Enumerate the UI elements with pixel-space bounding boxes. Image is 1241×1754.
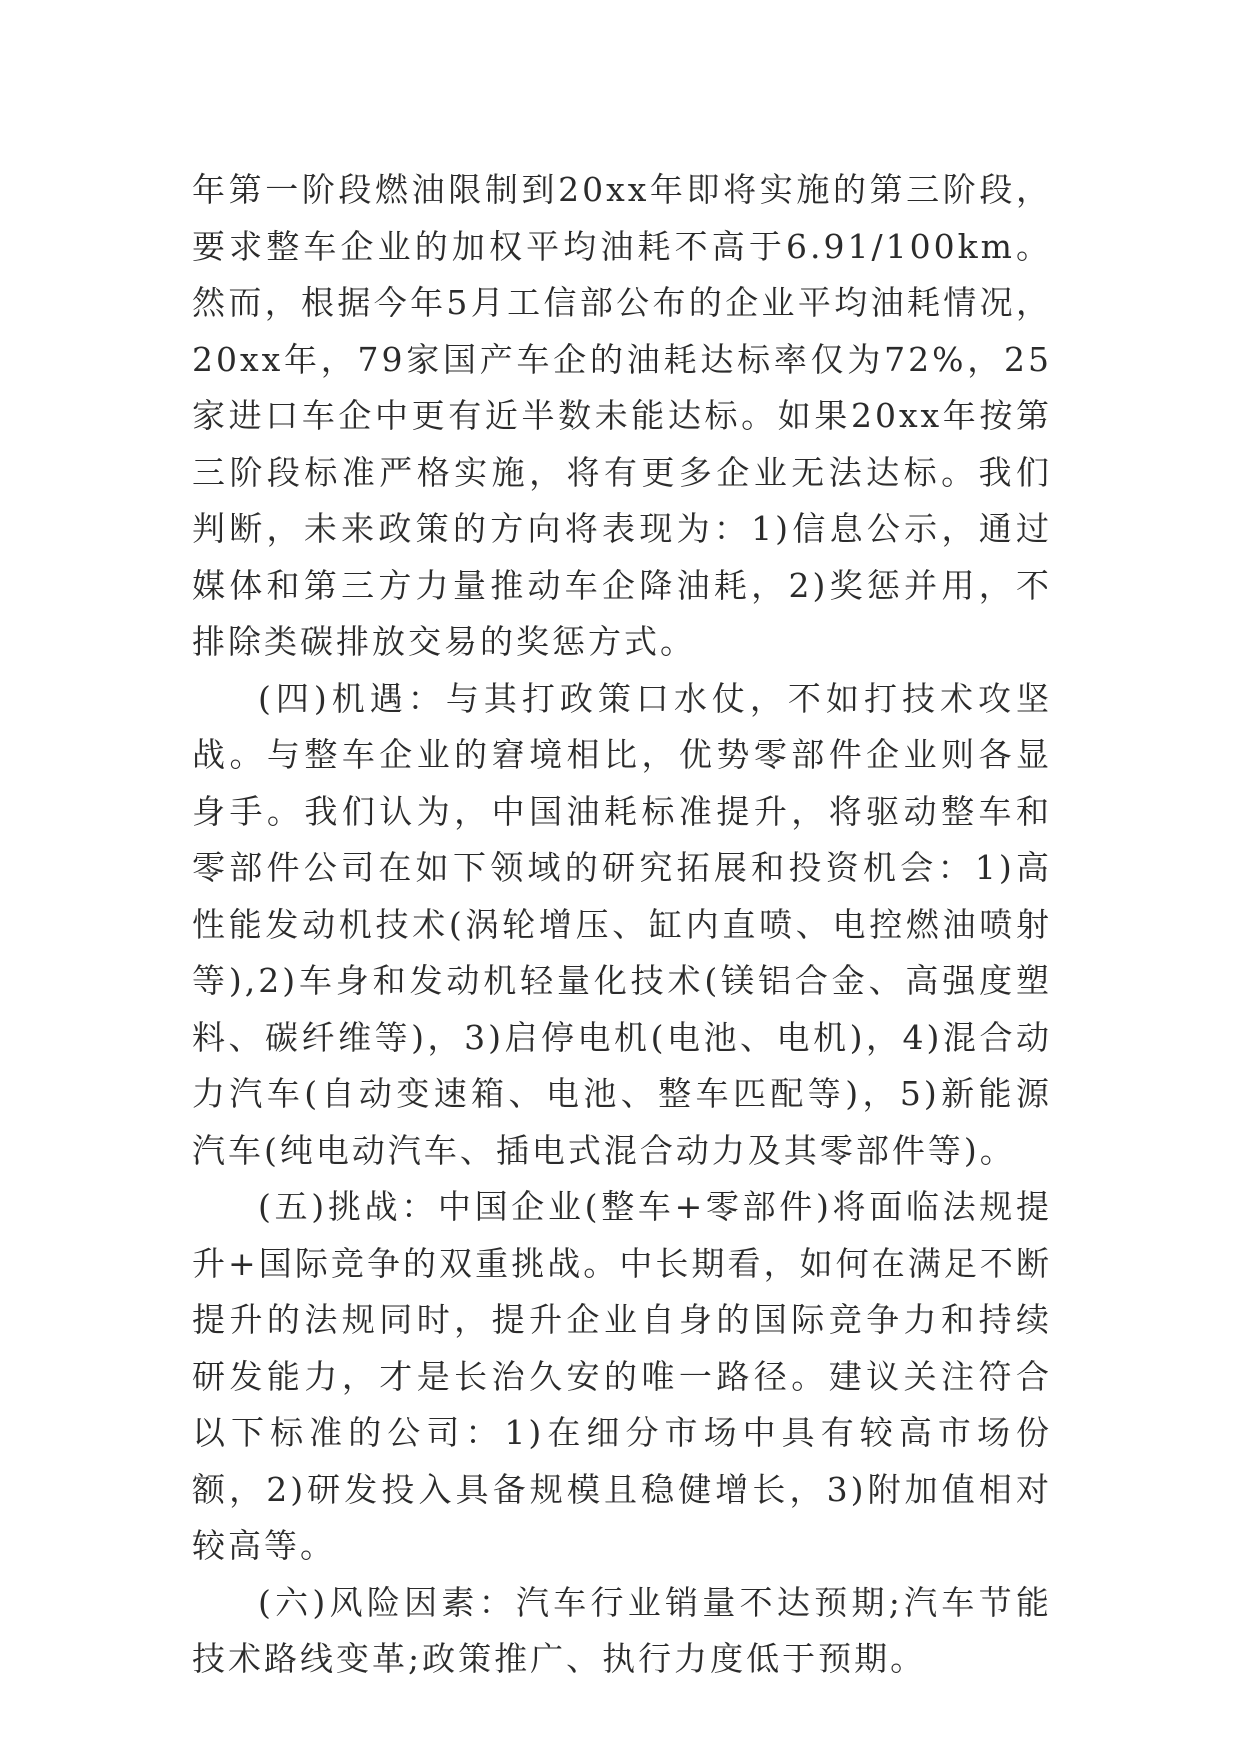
- paragraph-fuel-policy: 年第一阶段燃油限制到20xx年即将实施的第三阶段，要求整车企业的加权平均油耗不高于6.91/100km。然而，根据今年5月工信部公布的企业平均油耗情况，20xx年，79家国产车企的油耗达标率仅为72%，25家进口车企中更有近半数未能达标。如果20xx年按第三阶段标准严格实施，将有更多企业无法达标。我们判断，未来政策的方向将表现为：1)信息公示，通过媒体和第三方力量推动车企降油耗，2)奖惩并用，不排除类碳排放交易的奖惩方式。: [192, 170, 1052, 661]
- paragraph-risk-factors: (六)风险因素：汽车行业销量不达预期;汽车节能技术路线变革;政策推广、执行力度低于预期。: [192, 1582, 1052, 1678]
- paragraph-challenges: (五)挑战：中国企业(整车+零部件)将面临法规提升+国际竞争的双重挑战。中长期看，如何在满足不断提升的法规同时，提升企业自身的国际竞争力和持续研发能力，才是长治久安的唯一路径。建议关注符合以下标准的公司：1)在细分市场中具有较高市场份额，2)研发投入具备规模且稳健增长，3)附加值相对较高等。: [192, 1187, 1052, 1565]
- paragraph-opportunities: (四)机遇：与其打政策口水仗，不如打技术攻坚战。与整车企业的窘境相比，优势零部件企业则各显身手。我们认为，中国油耗标准提升，将驱动整车和零部件公司在如下领域的研究拓展和投资机会：1)高性能发动机技术(涡轮增压、缸内直喷、电控燃油喷射等),2)车身和发动机轻量化技术(镁铝合金、高强度塑料、碳纤维等)，3)启停电机(电池、电机)，4)混合动力汽车(自动变速箱、电池、整车匹配等)，5)新能源汽车(纯电动汽车、插电式混合动力及其零部件等)。: [192, 678, 1052, 1170]
- document-body: [192, 162, 1052, 1688]
